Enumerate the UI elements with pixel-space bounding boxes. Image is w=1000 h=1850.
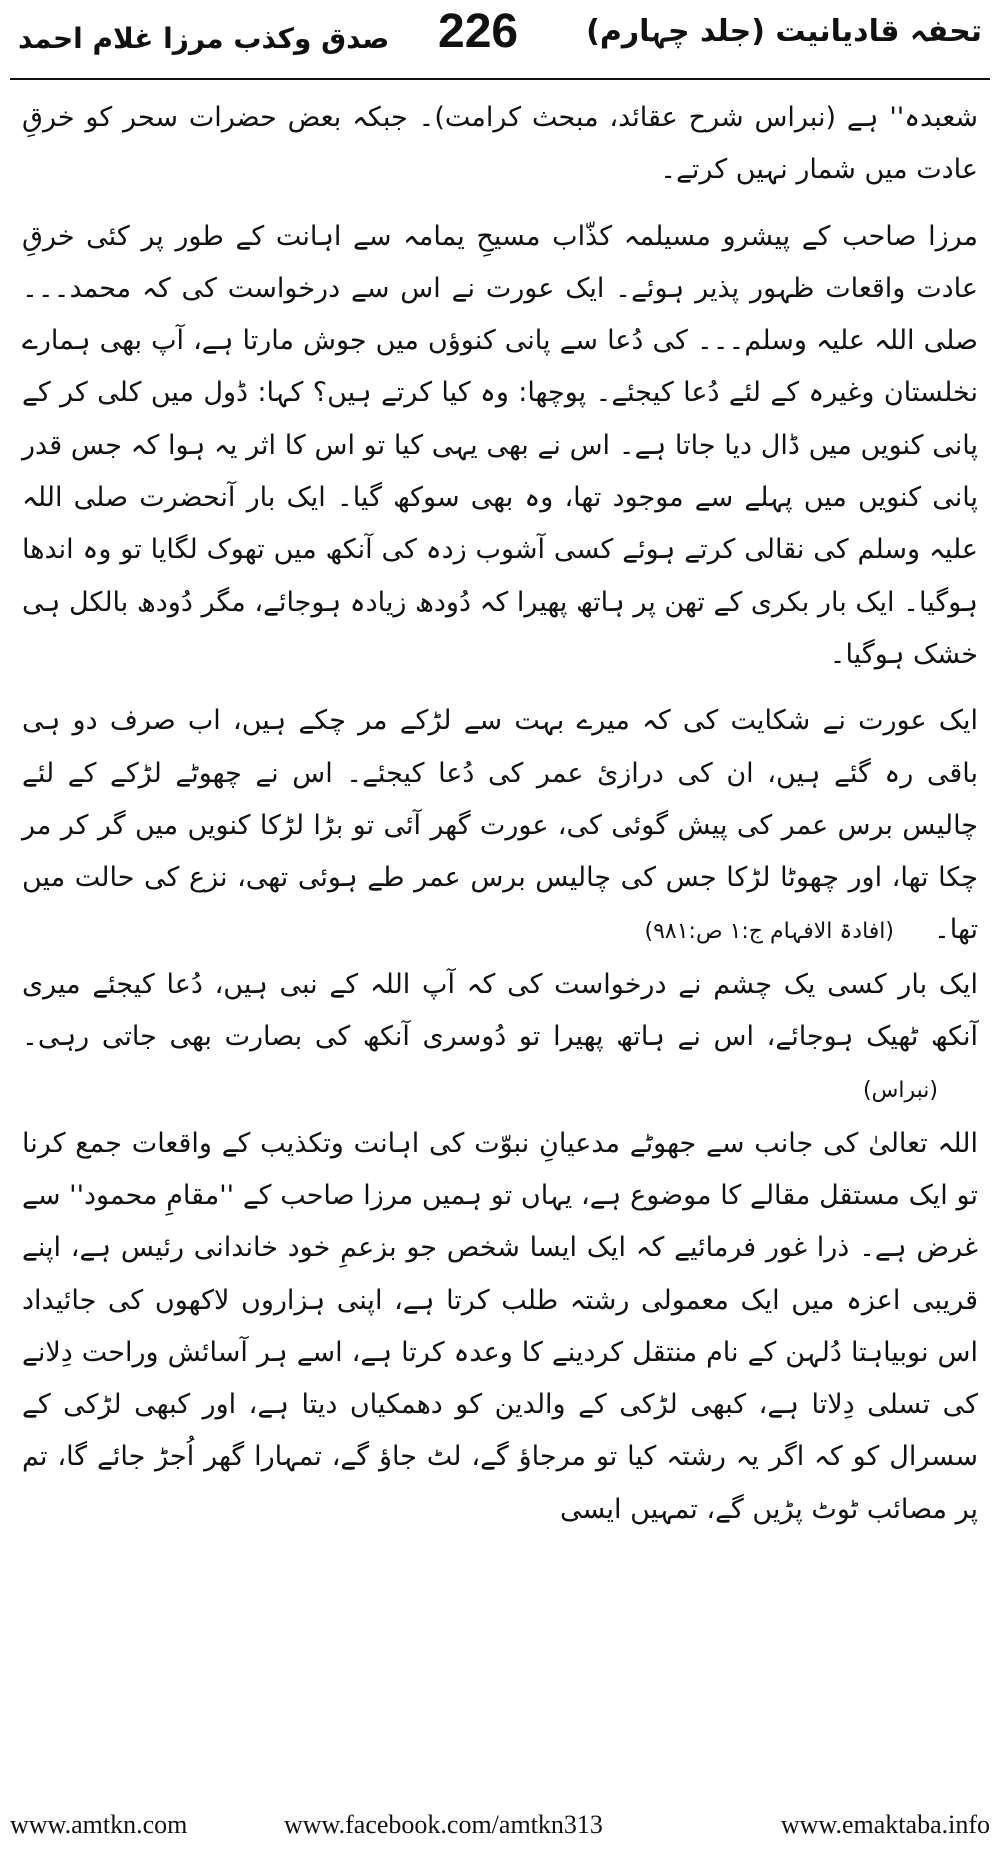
paragraph-3-text: ایک عورت نے شکایت کی کہ میرے بہت سے لڑکے مر چکے ہیں، اب صرف دو ہی باقی رہ گئے ہیں، ان کی درازیٔ عمر کی دُعا کیجئے۔ اس نے چھوٹے لڑکے کے لئے چالیس برس عمر کی پیش گوئی کی، عورت گھر آئی تو بڑا لڑکا کنویں میں گر کر مر چکا تھا، اور چھوٹا لڑکا جس کی چالیس برس عمر طے ہوئی تھی، نزع کی حالت میں تھا۔ — [22, 705, 978, 946]
paragraph-5: اللہ تعالیٰ کی جانب سے جھوٹے مدعیانِ نبوّت کی اہانت وتکذیب کے واقعات جمع کرنا تو ایک مستقل مقالے کا موضوع ہے، یہاں تو ہمیں مرزا صاحب کے ''مقامِ محمود'' سے غرض ہے۔ ذرا غور فرمائیے کہ ایک ایسا شخص جو بزعمِ خود خاندانی رئیس ہے، اپنے قریبی اعزہ میں ایک معمولی رشتہ طلب کرتا ہے، اپنی ہزاروں لاکھوں کی جائیداد اس نوبیاہتا دُلہن کے نام منتقل کردینے کا وعدہ کرتا ہے، اسے ہر آسائش وراحت دِلانے کی تسلی دِلاتا ہے، کبھی لڑکی کے والدین کو دھمکیاں دیتا ہے، اور کبھی لڑکی کے سسرال کو کہ اگر یہ رشتہ کیا تو مرجاؤ گے، لٹ جاؤ گے، تمہارا گھر اُجڑ جائے گا، تم پر مصائب ٹوٹ پڑیں گے، تمہیں ایسی — [22, 1127, 978, 1525]
footer-link-emaktaba[interactable]: www.emaktaba.info — [780, 1810, 990, 1839]
page-footer — [0, 1808, 1000, 1844]
footer-link-amtkn[interactable]: www.amtkn.com — [10, 1810, 188, 1839]
paragraph-3 — [22, 695, 978, 958]
paragraph-2: مرزا صاحب کے پیشرو مسیلمہ کذّاب مسیحِ یمامہ سے اہانت کے طور پر کئی خرقِ عادت واقعات ظہور پذیر ہوئے۔ ایک عورت نے اس سے درخواست کی کہ محمد۔۔۔ صلی اللہ علیہ وسلم۔۔۔ کی دُعا سے پانی کنوؤں میں جوش مارتا ہے، آپ بھی ہمارے نخلستان وغیرہ کے لئے دُعا کیجئے۔ پوچھا: وہ کیا کرتے ہیں؟ کہا: ڈول میں کلی کر کے پانی کنویں میں ڈال دیا جاتا ہے۔ اس نے بھی یہی کیا تو اس کا اثر یہ ہوا کہ جس قدر پانی کنویں میں پہلے سے موجود تھا، وہ بھی سوکھ گیا۔ ایک بار آنحضرت صلی اللہ علیہ وسلم کی نقالی کرتے ہوئے کسی آشوب زدہ کی آنکھ میں تھوک لگایا تو وہ اندھا ہوگیا۔ ایک بار بکری کے تھن پر ہاتھ پھیرا کہ دُودھ زیادہ ہوجائے، مگر دُودھ بالکل ہی خشک ہوگیا۔ — [22, 220, 978, 670]
footer-link-facebook[interactable]: www.facebook.com/amtkn313 — [284, 1810, 603, 1839]
citation-ifadat: (افادۃ الافہام ج:۱ ص:۹۸۱) — [644, 919, 894, 945]
paragraph-4-text: ایک بار کسی یک چشم نے درخواست کی کہ آپ اللہ کے نبی ہیں، دُعا کیجئے میری آنکھ ٹھیک ہوجائے، اس نے ہاتھ پھیرا تو دُوسری آنکھ کی بصارت بھی جاتی رہی۔ — [22, 968, 978, 1053]
paragraph-gap — [22, 681, 978, 695]
header-divider — [10, 78, 990, 80]
paragraph-1: شعبدہ'' ہے (نبراس شرح عقائد، مبحث کرامت)۔ جبکہ بعض حضرات سحر کو خرقِ عادت میں شمار نہیں کرتے۔ — [22, 102, 978, 186]
page-body — [22, 92, 978, 1536]
book-title: تحفہ قادیانیت (جلد چہارم) — [586, 14, 982, 49]
page-number: 226 — [438, 5, 519, 58]
paragraph-gap — [22, 197, 978, 211]
paragraph-4 — [22, 959, 978, 1118]
chapter-title: صدق وکذب مرزا غلام احمد — [18, 22, 390, 55]
page-header — [0, 0, 1000, 78]
citation-nibras: (نبراس) — [862, 1078, 938, 1104]
